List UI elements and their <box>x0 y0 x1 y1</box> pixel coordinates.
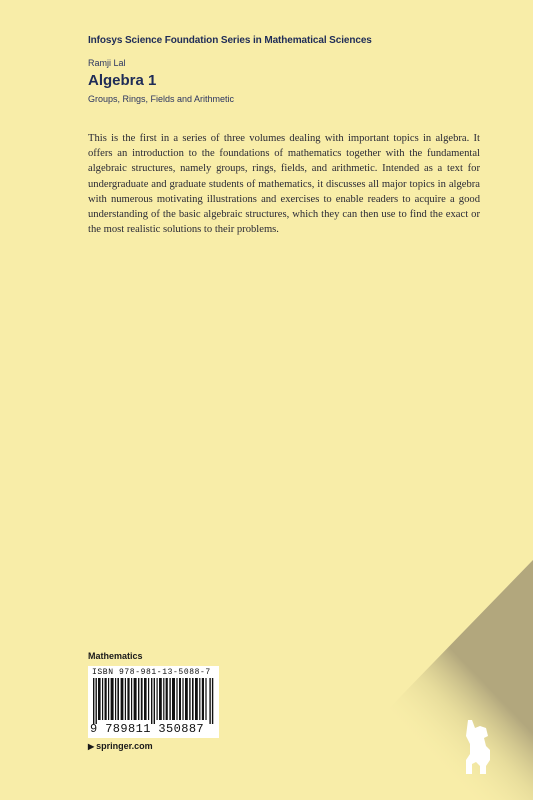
barcode-bars <box>92 678 215 724</box>
series-title: Infosys Science Foundation Series in Mathematical Sciences <box>88 35 372 46</box>
isbn-text: ISBN 978-981-13-5088-7 <box>92 668 211 677</box>
website-label: springer.com <box>96 741 153 751</box>
isbn-barcode <box>88 666 219 738</box>
springer-horse-logo <box>462 716 496 776</box>
subject-label: Mathematics <box>88 651 143 661</box>
book-title: Algebra 1 <box>88 72 157 89</box>
barcode-digits: 9 789811 350887 <box>90 722 205 736</box>
author-name: Ramji Lal <box>88 58 126 68</box>
triangle-right-icon: ▶ <box>88 742 95 751</box>
publisher-website[interactable] <box>88 741 153 751</box>
description-text: This is the first in a series of three volumes dealing with important topics in algebra. It offers an introduction to the foundations of mathematics together with the fundamental algebraic structures, namely groups, rings, fields, and arithmetic. Intended as a text for undergraduate and graduate students of mathematics, it discusses all major topics in algebra with numerous motivating illustrations and exercises to enable readers to acquire a good understanding of the basic algebraic structures, which they can then use to find the exact or the most realistic solutions to their problems. <box>88 133 480 236</box>
book-subtitle: Groups, Rings, Fields and Arithmetic <box>88 94 235 104</box>
